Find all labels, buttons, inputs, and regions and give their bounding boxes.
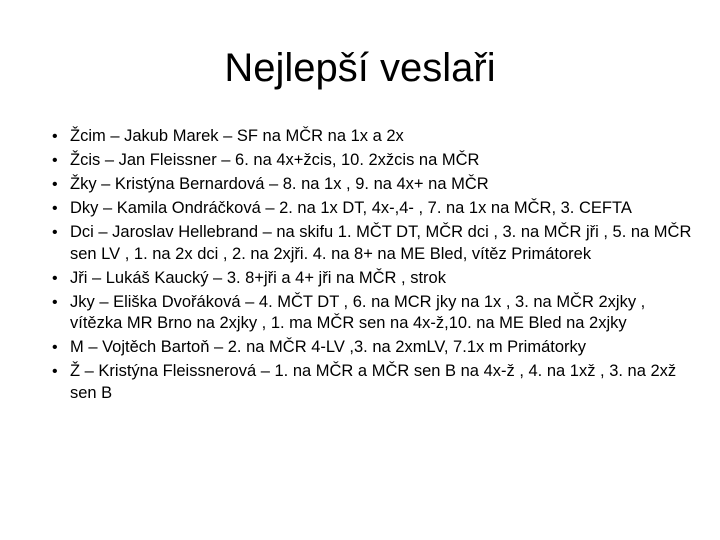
bullet-item <box>52 150 692 172</box>
bullet-dot-icon: • <box>52 269 58 287</box>
bullet-list <box>52 126 692 407</box>
bullet-item <box>52 198 692 220</box>
bullet-item <box>52 126 692 148</box>
bullet-dot-icon: • <box>52 339 58 356</box>
bullet-dot-icon: • <box>52 152 58 169</box>
bullet-item <box>52 292 692 335</box>
bullet-dot-icon: • <box>52 176 58 193</box>
bullet-dot-icon: • <box>52 293 58 311</box>
bullet-text: Žcim – Jakub Marek – SF na MČR na 1x a 2x <box>70 127 404 145</box>
bullet-text: Jky – Eliška Dvořáková – 4. MČT DT , 6. na MCR jky na 1x , 3. na MČR 2xjky , vítězka MR Brno na 2xjky , 1. ma MČR sen na 4x-ž,10. na ME Bled na 2xjky <box>70 292 646 332</box>
bullet-text: Jři – Lukáš Kaucký – 3. 8+jři a 4+ jři na MČR , strok <box>70 268 446 287</box>
bullet-dot-icon: • <box>52 200 58 217</box>
slide-title: Nejlepší veslaři <box>224 46 496 90</box>
bullet-item <box>52 174 692 196</box>
bullet-text: Žcis – Jan Fleissner – 6. na 4x+žcis, 10. 2xžcis na MČR <box>70 151 480 169</box>
bullet-text: M – Vojtěch Bartoň – 2. na MČR 4-LV ,3. na 2xmLV, 7.1x m Primátorky <box>70 338 587 356</box>
bullet-dot-icon: • <box>52 363 58 380</box>
bullet-text: Ž – Kristýna Fleissnerová – 1. na MČR a MČR sen B na 4x-ž , 4. na 1xž , 3. na 2xž sen B <box>70 362 677 402</box>
bullet-item <box>52 361 692 404</box>
bullet-item <box>52 337 692 359</box>
bullet-text: Dci – Jaroslav Hellebrand – na skifu 1. MČT DT, MČR dci , 3. na MČR jři , 5. na MČR sen LV , 1. na 2x dci , 2. na 2xjři. 4. na 8+ na ME Bled, vítěz Primátorek <box>70 223 692 263</box>
bullet-item <box>52 268 692 290</box>
bullet-dot-icon: • <box>52 128 58 145</box>
bullet-text: Dky – Kamila Ondráčková – 2. na 1x DT, 4x-,4- , 7. na 1x na MČR, 3. CEFTA <box>70 199 632 217</box>
bullet-item <box>52 222 692 265</box>
bullet-dot-icon: • <box>52 224 58 241</box>
bullet-text: Žky – Kristýna Bernardová – 8. na 1x , 9. na 4x+ na MČR <box>70 175 489 193</box>
